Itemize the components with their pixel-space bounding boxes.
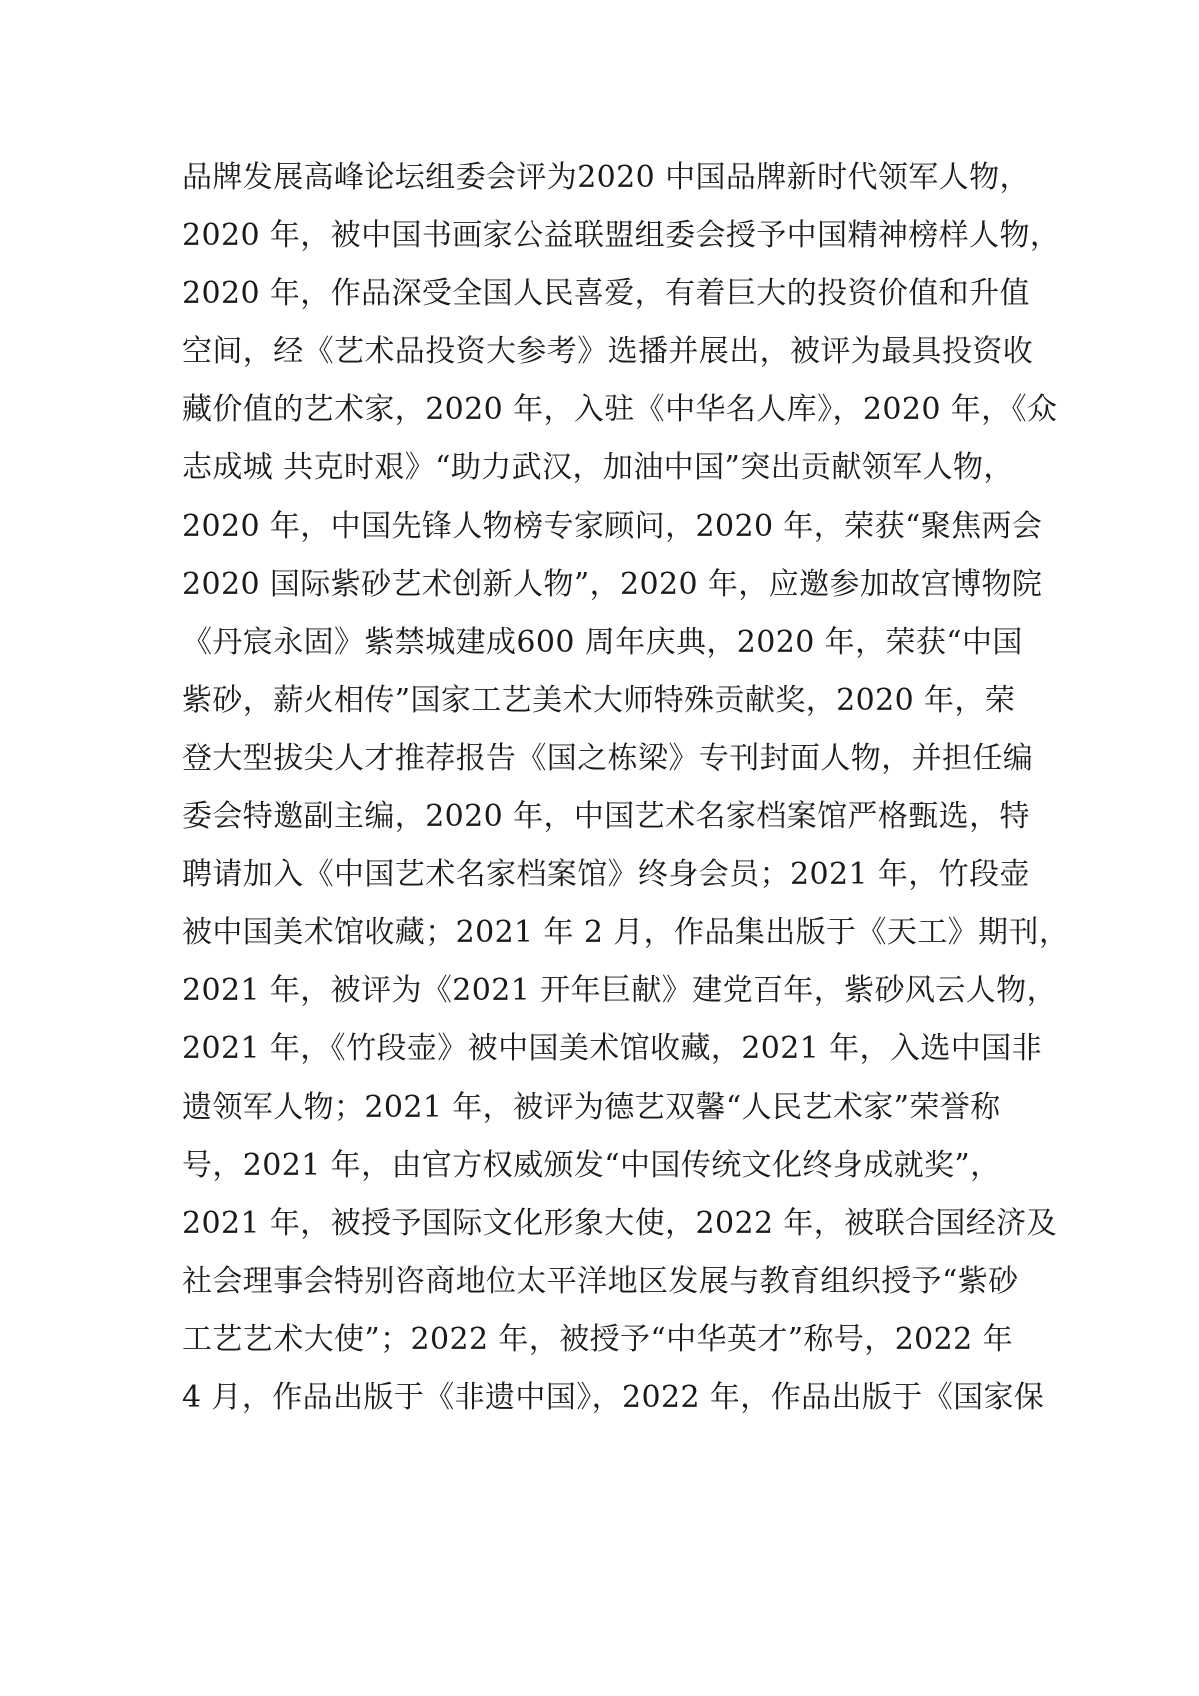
text-line: 工艺艺术大使”；2022 年，被授予“中华英才”称号，2022 年 (182, 1321, 1013, 1357)
text-line: 2020 年，被中国书画家公益联盟组委会授予中国精神榜样人物， (182, 218, 1061, 254)
text-line: 品牌发展高峰论坛组委会评为2020 中国品牌新时代领军人物， (182, 160, 1030, 195)
text-line: 登大型拔尖人才推荐报告《国之栋梁》专刊封面人物，并担任编 (182, 740, 1034, 776)
text-line: 紫砂，薪火相传”国家工艺美术大师特殊贡献奖，2020 年，荣 (182, 682, 1016, 718)
text-line: 号，2021 年，由官方权威颁发“中国传统文化终身成就奖”， (182, 1147, 1001, 1183)
text-line: 志成城 共克时艰》“助力武汉，加油中国”突出贡献领军人物， (182, 450, 1014, 486)
text-line: 2021 年，被授予国际文化形象大使，2022 年，被联合国经济及 (182, 1205, 1057, 1241)
text-line: 2021 年，《竹段壶》被中国美术馆收藏，2021 年，入选中国非 (182, 1031, 1042, 1067)
text-line: 藏价值的艺术家，2020 年，入驻《中华名人库》，2020 年，《众 (182, 392, 1058, 428)
text-line: 2020 年，中国先锋人物榜专家顾问，2020 年，荣获“聚焦两会 (182, 508, 1043, 544)
text-line: 社会理事会特别咨商地位太平洋地区发展与教育组织授予“紫砂 (182, 1263, 1019, 1299)
text-line: 聘请加入《中国艺术名家档案馆》终身会员；2021 年，竹段壶 (182, 857, 1030, 893)
text-line: 2020 国际紫砂艺术创新人物”，2020 年，应邀参加故宫博物院 (182, 566, 1043, 602)
text-line: 2020 年，作品深受全国人民喜爱，有着巨大的投资价值和升值 (182, 276, 1030, 312)
text-line: 2021 年，被评为《2021 开年巨献》建党百年，紫砂风云人物， (182, 973, 1057, 1009)
text-line: 遗领军人物；2021 年，被评为德艺双馨“人民艺术家”荣誉称 (182, 1089, 1001, 1125)
text-line: 《丹宸永固》紫禁城建成600 周年庆典，2020 年，荣获“中国 (182, 624, 1023, 660)
text-line: 被中国美术馆收藏；2021 年 2 月，作品集出版于《天工》期刊， (182, 915, 1070, 951)
text-line: 4 月，作品出版于《非遗中国》，2022 年，作品出版于《国家保 (182, 1379, 1045, 1415)
text-line: 委会特邀副主编，2020 年，中国艺术名家档案馆严格甄选，特 (182, 799, 1030, 835)
body-paragraph (182, 149, 1070, 1427)
text-line: 空间，经《艺术品投资大参考》选播并展出，被评为最具投资收 (182, 334, 1034, 370)
